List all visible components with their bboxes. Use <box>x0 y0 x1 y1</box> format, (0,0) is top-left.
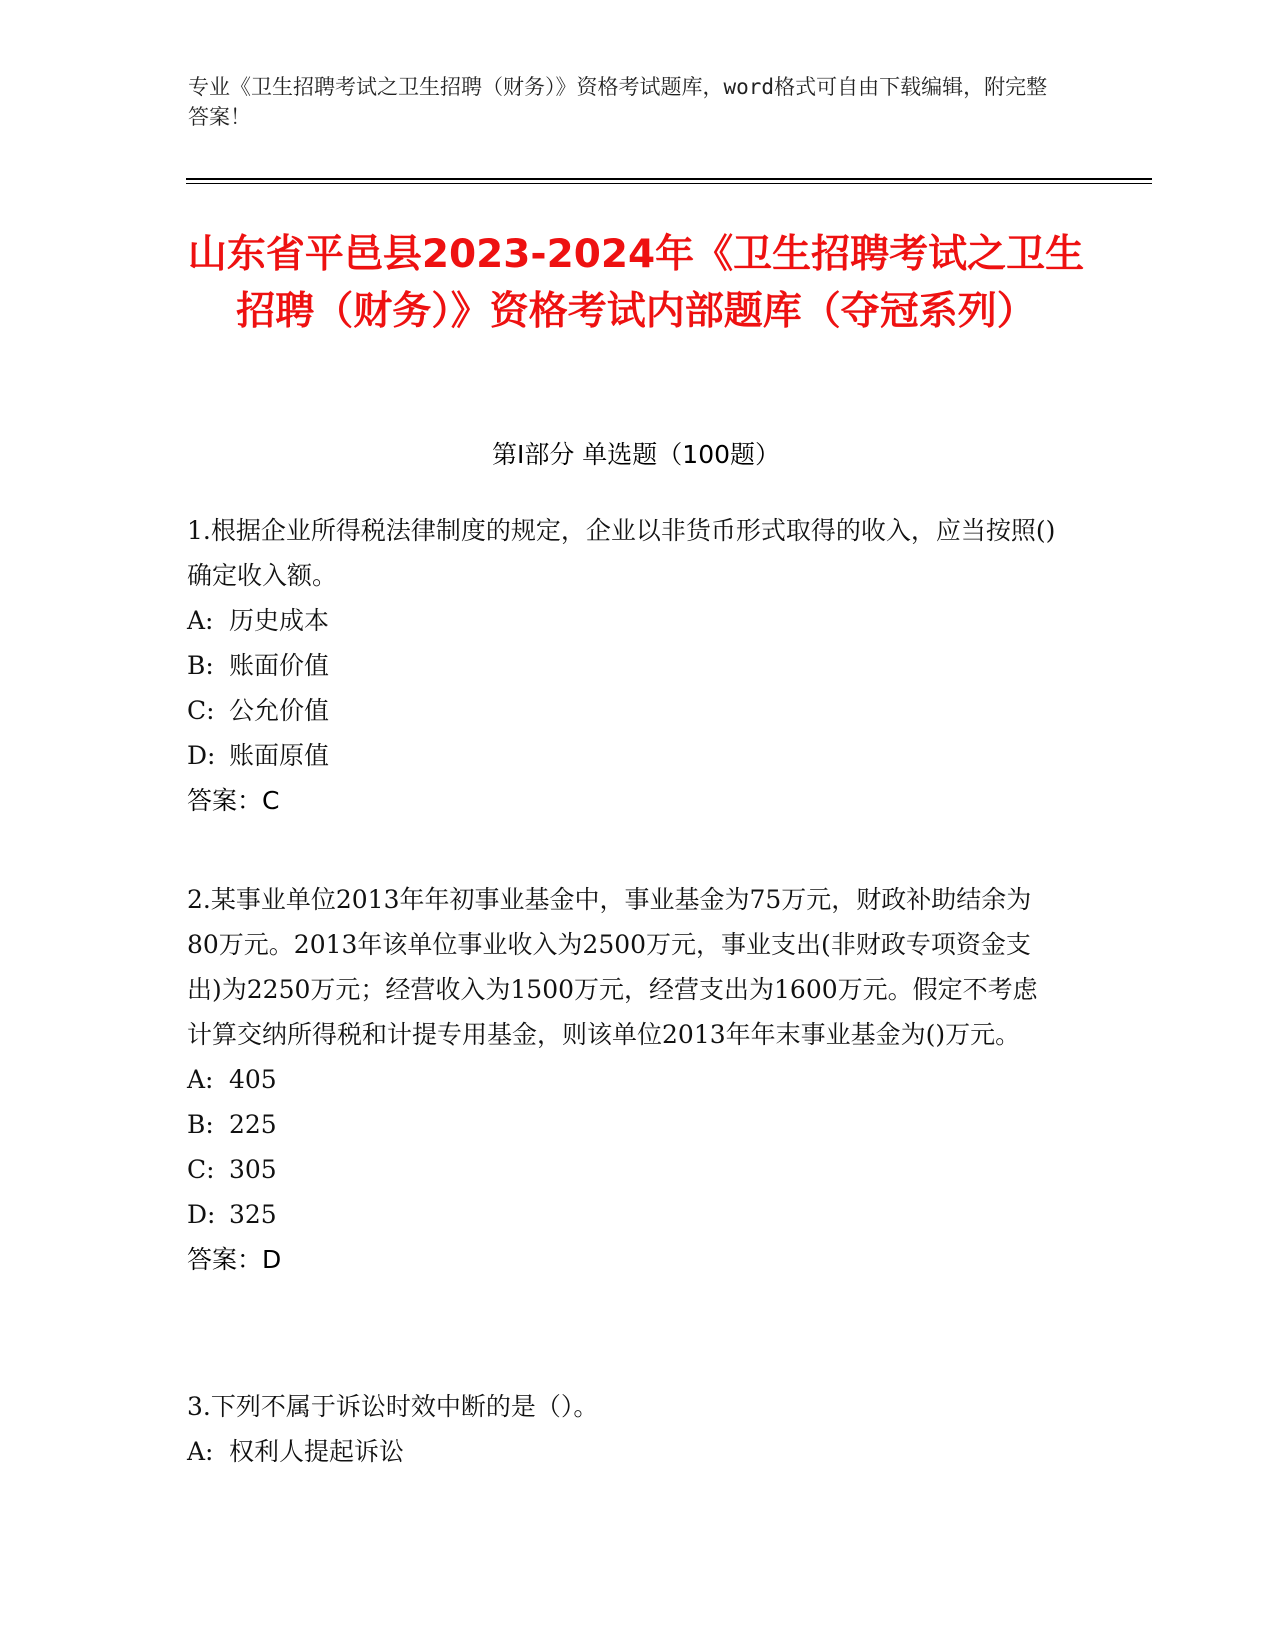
option-key: D: <box>187 741 216 770</box>
option-b <box>187 643 1087 688</box>
question-3 <box>187 1384 1087 1474</box>
question-stem: 2.某事业单位2013年年初事业基金中，事业基金为75万元，财政补助结余为80万元。2013年该单位事业收入为2500万元，事业支出(非财政专项资金支出)为2250万元；经营收入为1500万元，经营支出为1600万元。假定不考虑计算交纳所得税和计提专用基金，则该单位2013年年末事业基金为()万元。 <box>187 885 1038 1049</box>
option-key: C: <box>187 696 215 725</box>
option-text: 账面原值 <box>229 741 330 770</box>
option-text: 账面价值 <box>229 651 330 680</box>
option-c <box>187 688 1087 733</box>
option-key: C: <box>187 1155 215 1184</box>
option-a <box>187 1429 1087 1474</box>
option-c <box>187 1147 1087 1192</box>
section-title: 第Ⅰ部分 单选题（100题） <box>491 440 781 469</box>
option-text: 历史成本 <box>229 606 330 635</box>
question-1 <box>187 508 1087 823</box>
option-text: 305 <box>229 1155 277 1184</box>
header-divider-thin <box>186 183 1152 184</box>
option-d <box>187 1192 1087 1237</box>
document-title: 山东省平邑县2023-2024年《卫生招聘考试之卫生招聘（财务）》资格考试内部题库（夺冠系列） <box>187 232 1085 334</box>
question-stem: 3.下列不属于诉讼时效中断的是（）。 <box>187 1392 599 1421</box>
option-key: B: <box>187 1110 214 1139</box>
option-text: 权利人提起诉讼 <box>229 1437 405 1466</box>
option-key: D: <box>187 1200 216 1229</box>
option-key: A: <box>187 1065 214 1094</box>
option-text: 公允价值 <box>229 696 330 725</box>
answer-line: 答案：C <box>187 786 280 815</box>
option-key: A: <box>187 1437 214 1466</box>
option-text: 405 <box>229 1065 277 1094</box>
option-text: 225 <box>229 1110 277 1139</box>
option-key: B: <box>187 651 214 680</box>
option-d <box>187 733 1087 778</box>
question-stem: 1.根据企业所得税法律制度的规定，企业以非货币形式取得的收入，应当按照()确定收入额。 <box>187 516 1056 590</box>
option-key: A: <box>187 606 214 635</box>
option-b <box>187 1102 1087 1147</box>
header-note: 专业《卫生招聘考试之卫生招聘（财务）》资格考试题库，word格式可自由下载编辑，附完整答案！ <box>188 75 1048 129</box>
option-text: 325 <box>229 1200 277 1229</box>
answer-line: 答案：D <box>187 1245 282 1274</box>
option-a <box>187 598 1087 643</box>
header-divider-thick <box>186 178 1152 180</box>
question-2 <box>187 877 1087 1282</box>
option-a <box>187 1057 1087 1102</box>
